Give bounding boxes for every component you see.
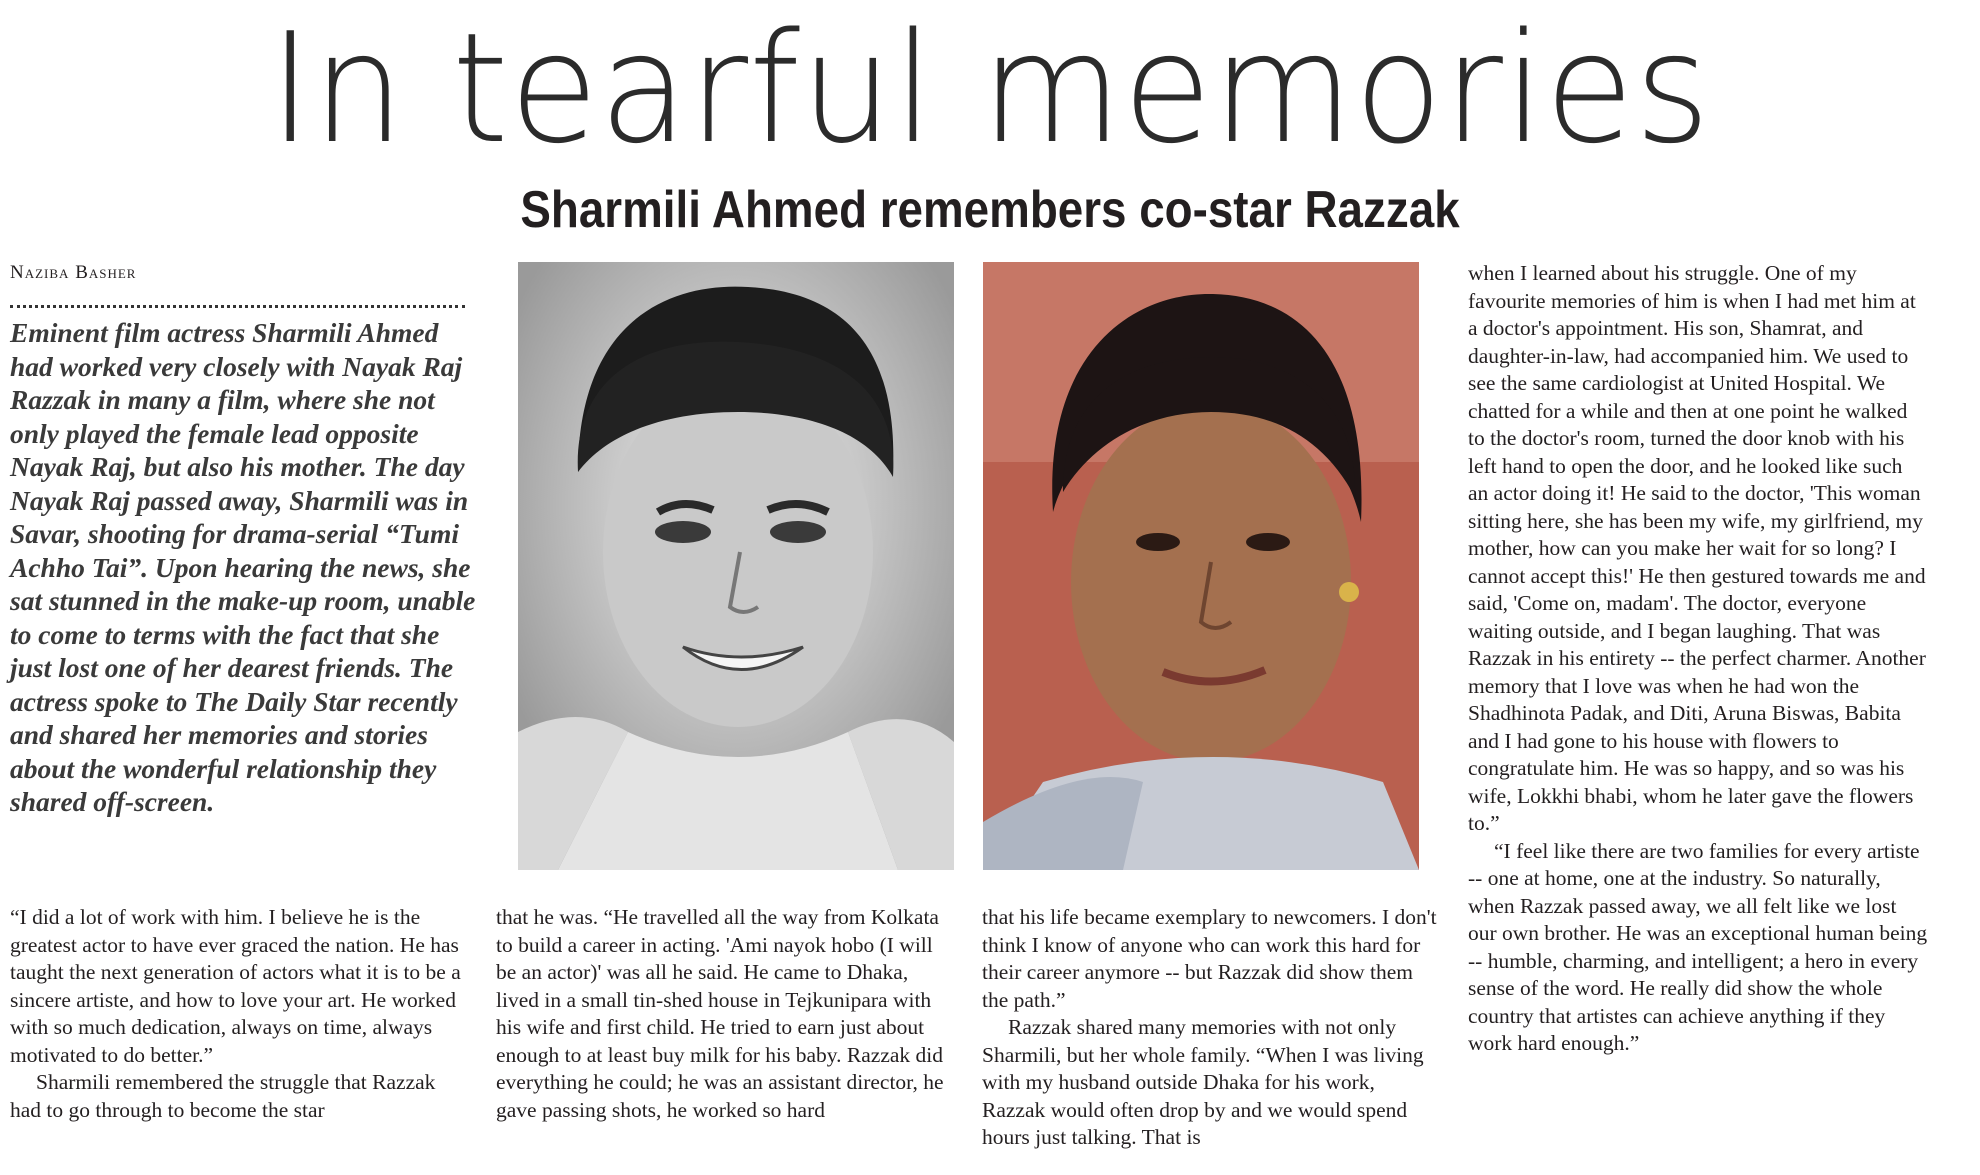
paragraph: Razzak shared many memories with not only Sharmili, but her whole family. “When I was living with my husband outside Dhaka for his work, Razzak would often drop by and we would spend hours just talking. That is [982, 1015, 1424, 1149]
paragraph: that he was. “He travelled all the way from Kolkata to build a career in acting. 'Ami nayok hobo (I will be an actor)' was all he said. He came to Dhaka, lived in a small tin-shed house in Tejkunipara with his wife and first child. He tried to earn just about enough to at least buy milk for his baby. Razzak did everything he could; he was an assistant director, he gave passing shots, he worked so hard [496, 905, 944, 1122]
byline-divider [10, 305, 465, 308]
paragraph: that his life became exemplary to newcomers. I don't think I know of anyone who can work this hard for their career anymore -- but Razzak did show them the path.” [982, 905, 1437, 1012]
article-column-4 [1468, 260, 1928, 1058]
article-column-2 [496, 904, 956, 1124]
intro-paragraph: Eminent film actress Sharmili Ahmed had worked very closely with Nayak Raj Razzak in many a film, where she not only played the female lead opposite Nayak Raj, but also his mother. The day Nayak Raj passed away, Sharmili was in Savar, shooting for drama-serial “Tumi Achho Tai”. Upon hearing the news, she sat stunned in the make-up room, unable to come to terms with the fact that she just lost one of her dearest friends. The actress spoke to The Daily Star recently and shared her memories and stories about the wonderful relationship they shared off-screen. [10, 317, 476, 817]
article-column-1 [10, 904, 465, 1124]
sharmili-ahmed-portrait-image [983, 262, 1419, 870]
paragraph: “I did a lot of work with him. I believe he is the greatest actor to have ever graced the nation. He has taught the next generation of actors what it is to be a sincere artiste, and how to love your art. He worked with so much dedication, always on time, always motivated to do better.” [10, 905, 461, 1067]
razzak-portrait-image [518, 262, 954, 870]
headline: In tearful memories [269, 0, 1711, 177]
sharmili-ahmed-portrait-photo [983, 262, 1419, 870]
byline: Naziba Basher [10, 262, 137, 283]
article-column-3 [982, 904, 1442, 1152]
paragraph: when I learned about his struggle. One of my favourite memories of him is when I had met him at a doctor's appointment. His son, Shamrat, and daughter-in-law, had accompanied him. We used to see the same cardiologist at United Hospital. We chatted for a while and then at one point he walked to the doctor's room, turned the door knob with his left hand to open the door, and he looked like such an actor doing it! He said to the doctor, 'This woman sitting here, she has been my wife, my girlfriend, my mother, how can you make her wait for so long? I cannot accept this!' He then gestured towards me and said, 'Come on, madam'. The doctor, everyone waiting outside, and I began laughing. That was Razzak in his entirety -- the perfect charmer. Another memory that I love was when he had won the Shadhinota Padak, and Diti, Aruna Biswas, Babita and I had gone to his house with flowers to congratulate him. He was so happy, and so was his wife, Lokkhi bhabi, whom he later gave the flowers to.” [1468, 261, 1926, 835]
subheadline: Sharmili Ahmed remembers co-star Razzak [520, 181, 1460, 239]
paragraph: Sharmili remembered the struggle that Razzak had to go through to become the star [10, 1070, 436, 1122]
razzak-portrait-photo [518, 262, 954, 870]
paragraph: “I feel like there are two families for every artiste -- one at home, one at the industry. So naturally, when Razzak passed away, we all felt like we lost our own brother. He was an exceptional human being -- humble, charming, and intelligent; a hero in every sense of the word. He really did show the whole country that artistes can achieve anything if they work hard enough.” [1468, 838, 1928, 1055]
